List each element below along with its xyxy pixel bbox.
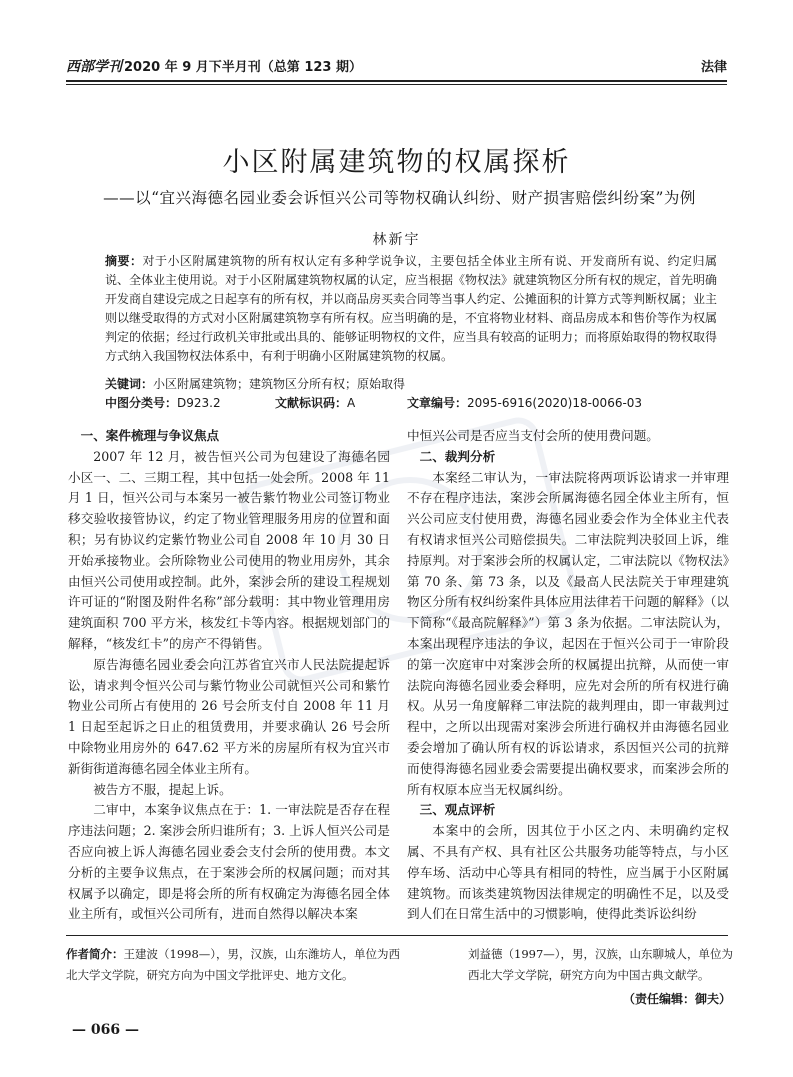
clc-label: 中图分类号： (105, 396, 178, 410)
doc-code (275, 394, 355, 411)
keywords-text: 小区附属建筑物；建筑物区分所有权；原始取得 (153, 377, 406, 391)
article-subtitle: ——以“宜兴海德名园业委会诉恒兴公司等物权确认纠纷、财产损害赔偿纠纷案”为例 (103, 189, 696, 207)
article-label: 文章编号： (407, 396, 468, 410)
header-left (66, 56, 362, 76)
paragraph: 本案中的会所，因其位于小区之内、未明确约定权属、不具有产权、具有社区公共服务功能等特点，与小区停车场、活动中心等具有相同的特性，应当属于小区附属建筑物。而该类建筑物因法律规定的明确性不足，以及受到人们在日常生活中的习惯影响，使得此类诉讼纠纷 (407, 823, 729, 922)
running-header (66, 56, 727, 82)
article-title: 小区附属建筑物的权属探析 (222, 147, 571, 178)
paragraph: 2007 年 12 月，被告恒兴公司为包建设了海德名园小区一、二、三期工程，其中包括一处会所。2008 年 11 月 1 日，恒兴公司与本案另一被告紫竹物业公司签订物业移交验收接管协议，约定了物业管理服务用房的位置和面积；另有协议约定紫竹物业公司自 2008 年 10 月 30 日开始承接物业。会所除物业公司使用的物业用房外，其余由恒兴公司使用或控制。此外，案涉会所的建设工程规划许可证的“附图及附件名称”部分载明：其中物业管理用房建筑面积 700 平方米，核发红卡等内容。根据规划部门的解释，“核发红卡”的房产不得销售。 (68, 448, 390, 651)
author-bio-1 (66, 944, 406, 986)
bio-text-1: 王建波（1998—），男，汉族，山东潍坊人，单位为西北大学文学院，研究方向为中国文学批评史、地方文化。 (66, 947, 401, 982)
clc-value: D923.2 (177, 396, 221, 410)
article-number (407, 394, 642, 411)
author-bio-2: 刘益德（1997—），男，汉族，山东聊城人，单位为西北大学文学院，研究方向为中国古典文献学。 (468, 947, 734, 982)
body-column-right (407, 426, 729, 925)
footnote-rule (66, 935, 728, 936)
section-heading: 二、裁判分析 (419, 448, 496, 464)
body-column-left (68, 426, 390, 925)
header-rule-thin (66, 84, 727, 85)
author-name: 林新宇 (372, 232, 421, 248)
paragraph: 二审中，本案争议焦点在于：1. 一审法院是否存在程序违法问题；2. 案涉会所归谁所有；3. 上诉人恒兴公司是否应向被上诉人海德名园业委会支付会所的使用费。本文分析的主要争议焦点，在于案涉会所的权属问题；而对其权属予以确定，即是将会所的所有权确定为海德名园全体业主所有，或恒兴公司所有，进而自然得以解决本案 (68, 802, 390, 922)
abstract (105, 252, 717, 366)
abstract-text: 对于小区附属建筑物的所有权认定有多种学说争议，主要包括全体业主所有说、开发商所有说、约定归属说、全体业主使用说。对于小区附属建筑物权属的认定，应当根据《物权法》就建筑物区分所有权的规定，首先明确开发商自建设完成之日起享有的所有权，并以商品房买卖合同等当事人约定、公摊面积的计算方式等判断权属；业主则以继受取得的方式对小区附属建筑物享有所有权。应当明确的是，不宜将物业材料、商品房成本和售价等作为权属判定的依据；经过行政机关审批或出具的、能够证明物权的文件，应当具有较高的证明力；而将原始取得的物权取得方式纳入我国物权法体系中，有利于明确小区附属建筑物的权属。 (105, 254, 718, 363)
clc-number (105, 394, 221, 411)
keywords-label: 关键词： (105, 377, 154, 391)
responsible-editor: （责任编辑：御夫） (622, 992, 731, 1006)
journal-name: 西部学刊 (66, 59, 122, 75)
bio-label: 作者简介： (66, 947, 124, 961)
abstract-label: 摘要： (105, 254, 143, 268)
header-rule (66, 80, 727, 82)
paragraph: 本案经二审认为，一审法院将两项诉讼请求一并审理不存在程序违法，案涉会所属海德名园全体业主所有，恒兴公司应支付使用费，海德名园业委会作为全体业主代表有权请求恒兴公司赔偿损失。二审法院判决驳回上诉，维持原判。对于案涉会所的权属认定，二审法院以《物权法》第 70 条、第 73 条，以及《最高人民法院关于审理建筑物区分所有权纠纷案件具体应用法律若干问题的解释》（以下简称“《最高院解释》”）第 3 条为依据。二审法院认为，本案出现程序违法的争议，起因在于恒兴公司于一审阶段的第一次庭审中对案涉会所的权属提出抗辩，从而使一审法院向海德名园业委会释明，应先对会所的所有权进行确权。从另一角度解释二审法院的裁判理由，即一审裁判过程中，之所以出现需对案涉会所进行确权并由海德名园业委会增加了确认所有权的诉讼请求，系因恒兴公司的抗辩而使得海德名园业委会需要提出确权要求，而案涉会所的所有权原本应当无权属纠纷。 (407, 469, 729, 797)
issue-info: 2020 年 9 月下半月刊（总第 123 期） (124, 60, 362, 75)
keywords (105, 375, 725, 392)
article-value: 2095-6916(2020)18-0066-03 (467, 396, 643, 410)
doc-value: A (347, 396, 356, 410)
section-heading: 三、观点评析 (419, 802, 496, 818)
section-name: 法律 (700, 60, 727, 75)
page-number: — 066 — (72, 1022, 139, 1038)
paragraph: 原告海德名园业委会向江苏省宜兴市人民法院提起诉讼，请求判令恒兴公司与紫竹物业公司就恒兴公司和紫竹物业公司所占有使用的 26 号会所支付自 2008 年 11 月 1 日起至起诉之日止的租赁费用，并要求确认 26 号会所中除物业用房外的 647.62 平方米的房屋所有权为宜兴市新街街道海德名园全体业主所有。 (68, 656, 390, 776)
doc-label: 文献标识码： (275, 396, 348, 410)
section-heading: 一、案件梳理与争议焦点 (80, 428, 220, 443)
paragraph: 被告方不服，提起上诉。 (93, 781, 232, 797)
paragraph: 中恒兴公司是否应当支付会所的使用费问题。 (407, 428, 659, 443)
